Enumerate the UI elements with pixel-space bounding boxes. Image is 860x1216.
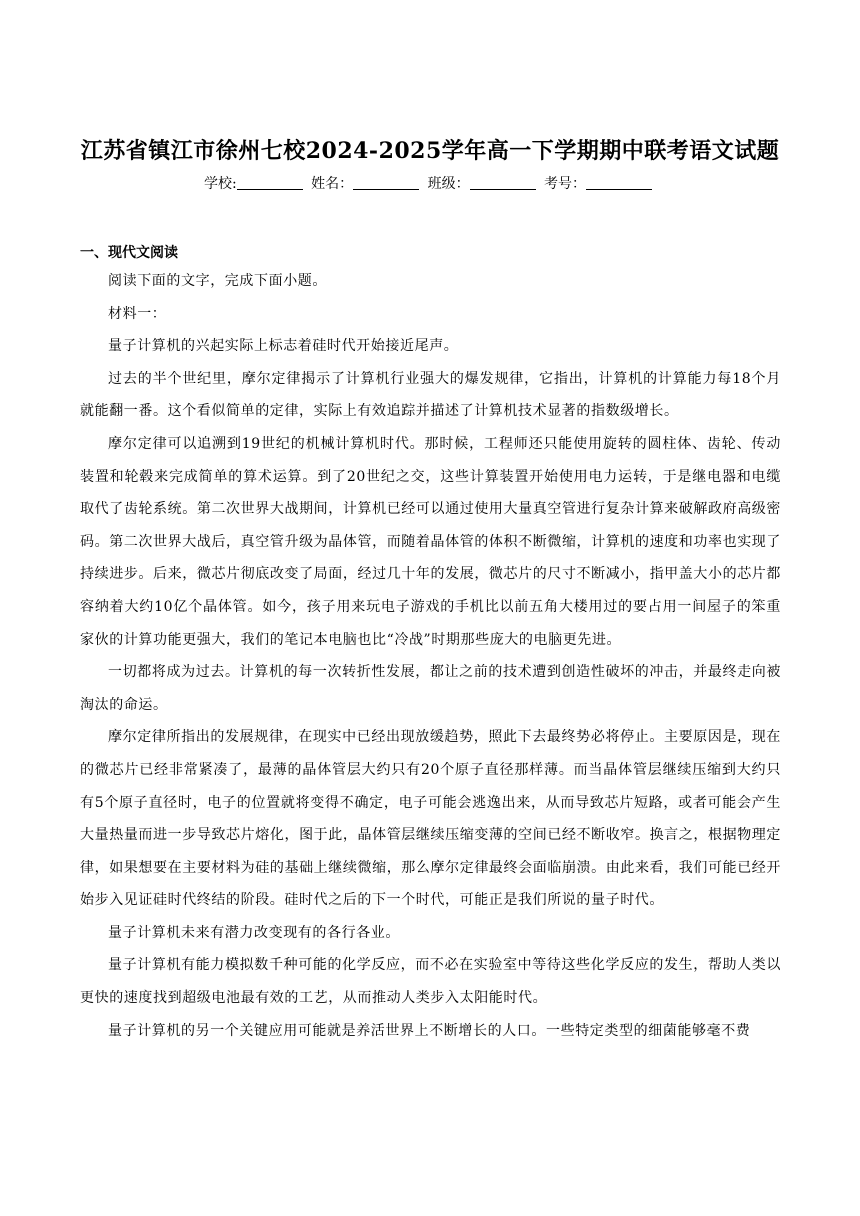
passage-paragraph: 摩尔定律所指出的发展规律，在现实中已经出现放缓趋势，照此下去最终势必将停止。主要原因是，现在的微芯片已经非常紧凑了，最薄的晶体管层大约只有20个原子直径那样薄。而当晶体管层继续压缩到大约只有5个原子直径时，电子的位置就将变得不确定，电子可能会逃逸出来，从而导致芯片短路，或者可能会产生大量热量而进一步导致芯片熔化，图于此，晶体管层继续压缩变薄的空间已经不断收窄。换言之，根据物理定律，如果想要在主要材料为硅的基础上继续微缩，那么摩尔定律最终会面临崩溃。由此来看，我们可能已经开始步入见证硅时代终结的阶段。硅时代之后的下一个时代，可能正是我们所说的量子时代。 xyxy=(80,729,781,909)
exam-number-blank[interactable] xyxy=(586,175,652,190)
passage-paragraph: 过去的半个世纪里，摩尔定律揭示了计算机行业强大的爆发规律，它指出，计算机的计算能力每18个月就能翻一番。这个看似简单的定律，实际上有效追踪并描述了计算机技术显著的指数级增长。 xyxy=(80,370,781,420)
class-blank[interactable] xyxy=(470,175,536,190)
passage-paragraph: 量子计算机的另一个关键应用可能就是养活世界上不断增长的人口。一些特定类型的细菌能够毫不费 xyxy=(108,1022,751,1039)
passage-paragraph: 量子计算机有能力模拟数千种可能的化学反应，而不必在实验室中等待这些化学反应的发生，帮助人类以更快的速度找到超级电池最有效的工艺，从而推动人类步入太阳能时代。 xyxy=(80,957,781,1007)
instruction-paragraph: 阅读下面的文字，完成下面小题。 xyxy=(108,273,327,289)
student-info-line xyxy=(0,173,860,193)
school-label: 学校: xyxy=(203,176,237,192)
school-blank[interactable] xyxy=(237,175,303,190)
passage-paragraph: 一切都将成为过去。计算机的每一次转折性发展，都让之前的技术遭到创造性破坏的冲击，并最终走向被淘汰的命运。 xyxy=(80,664,781,713)
name-blank[interactable] xyxy=(353,175,419,190)
name-label: 姓名： xyxy=(311,176,354,192)
page-title: 江苏省镇江市徐州七校2024-2025学年高一下学期期中联考语文试题 xyxy=(80,138,780,164)
material-label: 材料一： xyxy=(108,305,167,322)
passage-paragraph: 摩尔定律可以追溯到19世纪的机械计算机时代。那时候，工程师还只能使用旋转的圆柱体、齿轮、传动装置和轮毂来完成简单的算术运算。到了20世纪之交，这些计算装置开始使用电力运转，于是继电器和电缆取代了齿轮系统。第二次世界大战期间，计算机已经可以通过使用大量真空管进行复杂计算来破解政府高级密码。第二次世界大战后，真空管升级为晶体管，而随着晶体管的体积不断微缩，计算机的速度和功率也实现了持续进步。后来，微芯片彻底改变了局面，经过几十年的发展，微芯片的尺寸不断减小，指甲盖大小的芯片都容纳着大约10亿个晶体管。如今，孩子用来玩电子游戏的手机比以前五角大楼用过的要占用一间屋子的笨重家伙的计算功能更强大，我们的笔记本电脑也比“冷战”时期那些庞大的电脑更先进。 xyxy=(80,435,781,648)
reading-passage xyxy=(80,265,781,1047)
class-label: 班级： xyxy=(427,176,470,192)
passage-paragraph: 量子计算机未来有潜力改变现有的各行各业。 xyxy=(108,924,400,941)
exam-number-label: 考号： xyxy=(544,176,587,192)
section-heading: 一、现代文阅读 xyxy=(80,245,178,261)
passage-paragraph: 量子计算机的兴起实际上标志着硅时代开始接近尾声。 xyxy=(108,338,459,355)
